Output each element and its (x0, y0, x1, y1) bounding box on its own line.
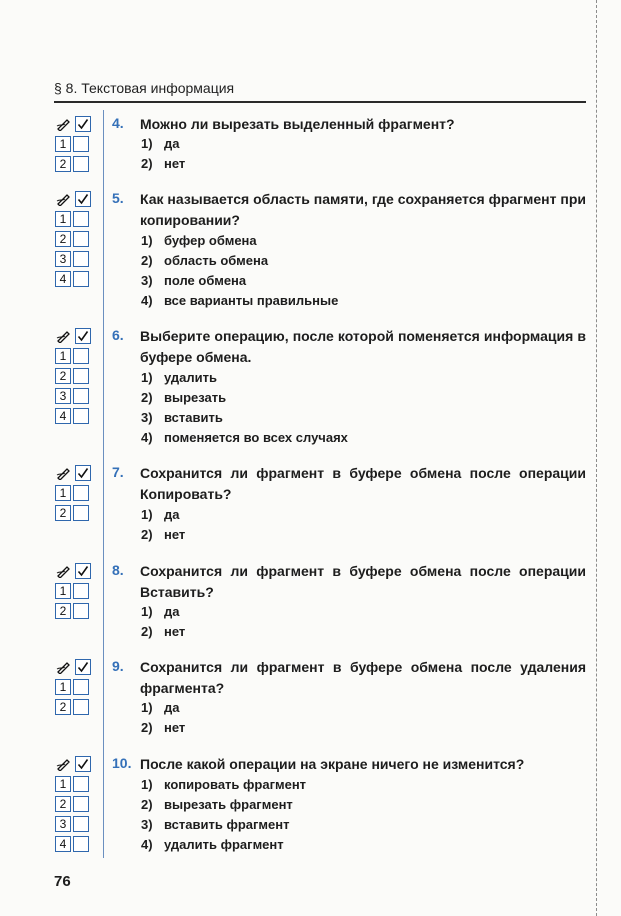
answer-number-box: 2 (55, 603, 71, 619)
option-number: 1) (141, 604, 153, 619)
option-text: нет (164, 624, 186, 639)
question-number: 8. (112, 562, 124, 578)
answer-checkbox[interactable] (73, 583, 89, 599)
option-text: нет (164, 720, 186, 735)
option-number: 1) (141, 700, 153, 715)
answer-number-box: 4 (55, 836, 71, 852)
question-text: После какой операции на экране ничего не изменится? (140, 756, 525, 772)
answer-boxes (55, 191, 93, 291)
answer-options (141, 134, 185, 174)
answer-number-box: 2 (55, 699, 71, 715)
option-text: да (164, 604, 180, 619)
answer-option (141, 388, 348, 408)
answer-number-box: 1 (55, 679, 71, 695)
option-text: вырезать (164, 390, 227, 405)
answer-options (141, 775, 306, 855)
answer-option (141, 698, 185, 718)
answer-checkbox[interactable] (73, 816, 89, 832)
answer-number-box: 3 (55, 388, 71, 404)
margin-rule (103, 110, 104, 858)
answer-option (141, 271, 338, 291)
option-text: вырезать фрагмент (164, 797, 293, 812)
pencil-icon (55, 756, 73, 772)
answer-option (141, 835, 306, 855)
option-number: 2) (141, 390, 153, 405)
pencil-icon (55, 191, 73, 207)
answer-checkbox[interactable] (73, 679, 89, 695)
option-text: да (164, 700, 180, 715)
answer-checkbox[interactable] (73, 368, 89, 384)
option-text: вставить фрагмент (164, 817, 290, 832)
option-text: поле обмена (164, 273, 247, 288)
answer-options (141, 698, 185, 738)
answer-checkbox[interactable] (73, 388, 89, 404)
answer-boxes (55, 659, 93, 719)
answer-checkbox[interactable] (73, 211, 89, 227)
pencil-icon (55, 465, 73, 481)
answer-option (141, 408, 348, 428)
answer-number-box: 1 (55, 485, 71, 501)
answer-options (141, 602, 185, 642)
option-text: да (164, 136, 180, 151)
header-rule (54, 101, 586, 103)
answer-option (141, 795, 306, 815)
answer-number-box: 4 (55, 408, 71, 424)
option-text: вставить (164, 410, 223, 425)
checkmark-icon[interactable] (75, 563, 91, 579)
answer-boxes (55, 563, 93, 623)
option-text: копировать фрагмент (164, 777, 307, 792)
answer-checkbox[interactable] (73, 505, 89, 521)
option-number: 3) (141, 817, 153, 832)
checkmark-icon[interactable] (75, 465, 91, 481)
option-text: нет (164, 527, 186, 542)
option-number: 1) (141, 233, 153, 248)
checkmark-icon[interactable] (75, 659, 91, 675)
answer-option (141, 134, 185, 154)
answer-option (141, 775, 306, 795)
answer-checkbox[interactable] (73, 699, 89, 715)
question-text: Как называется область памяти, где сохраняется фрагмент при копировании? (140, 191, 586, 228)
answer-option (141, 622, 185, 642)
answer-option (141, 231, 338, 251)
option-number: 4) (141, 837, 153, 852)
question-text: Сохранится ли фрагмент в буфере обмена после удаления фрагмента? (140, 659, 586, 696)
pencil-icon (55, 659, 73, 675)
answer-number-box: 3 (55, 251, 71, 267)
answer-number-box: 1 (55, 776, 71, 792)
answer-number-box: 2 (55, 796, 71, 812)
section-header: § 8. Текстовая информация (54, 80, 235, 96)
answer-boxes (55, 116, 93, 176)
option-text: да (164, 507, 180, 522)
option-number: 1) (141, 370, 153, 385)
answer-option (141, 154, 185, 174)
answer-checkbox[interactable] (73, 251, 89, 267)
answer-number-box: 1 (55, 348, 71, 364)
answer-option (141, 368, 348, 388)
option-number: 3) (141, 273, 153, 288)
answer-options (141, 231, 338, 311)
checkmark-icon[interactable] (75, 191, 91, 207)
answer-checkbox[interactable] (73, 156, 89, 172)
option-number: 2) (141, 624, 153, 639)
answer-option (141, 428, 348, 448)
answer-number-box: 2 (55, 231, 71, 247)
question-text: Выберите операцию, после которой поменяется информация в буфере обмена. (140, 328, 586, 365)
answer-checkbox[interactable] (73, 485, 89, 501)
option-number: 3) (141, 410, 153, 425)
question-text: Можно ли вырезать выделенный фрагмент? (140, 116, 455, 132)
option-text: удалить (164, 370, 217, 385)
option-text: буфер обмена (164, 233, 257, 248)
option-text: поменяется во всех случаях (164, 430, 348, 445)
option-text: все варианты правильные (164, 293, 339, 308)
answer-option (141, 815, 306, 835)
page-number: 76 (54, 873, 71, 890)
answer-checkbox[interactable] (73, 408, 89, 424)
question-number: 6. (112, 327, 124, 343)
answer-number-box: 1 (55, 583, 71, 599)
pencil-icon (55, 563, 73, 579)
question-number: 9. (112, 658, 124, 674)
answer-checkbox[interactable] (73, 231, 89, 247)
answer-boxes (55, 465, 93, 525)
question-text: Сохранится ли фрагмент в буфере обмена после операции Копировать? (140, 465, 586, 502)
answer-checkbox[interactable] (73, 836, 89, 852)
answer-checkbox[interactable] (73, 776, 89, 792)
answer-option (141, 505, 185, 525)
option-number: 2) (141, 253, 153, 268)
pencil-icon (55, 328, 73, 344)
option-number: 2) (141, 797, 153, 812)
answer-number-box: 2 (55, 156, 71, 172)
question-number: 10. (112, 755, 132, 771)
answer-number-box: 2 (55, 505, 71, 521)
option-number: 2) (141, 156, 153, 171)
answer-options (141, 368, 348, 448)
pencil-icon (55, 116, 73, 132)
answer-checkbox[interactable] (73, 348, 89, 364)
question-number: 5. (112, 190, 124, 206)
option-text: нет (164, 156, 186, 171)
option-number: 1) (141, 507, 153, 522)
answer-number-box: 4 (55, 271, 71, 287)
checkmark-icon[interactable] (75, 328, 91, 344)
option-number: 4) (141, 430, 153, 445)
question-text: Сохранится ли фрагмент в буфере обмена после операции Вставить? (140, 563, 586, 600)
option-number: 2) (141, 720, 153, 735)
answer-boxes (55, 328, 93, 428)
option-text: область обмена (164, 253, 269, 268)
checkmark-icon[interactable] (75, 756, 91, 772)
checkmark-icon[interactable] (75, 116, 91, 132)
answer-checkbox[interactable] (73, 603, 89, 619)
question-number: 7. (112, 464, 124, 480)
option-number: 2) (141, 527, 153, 542)
answer-boxes (55, 756, 93, 856)
answer-option (141, 602, 185, 622)
answer-option (141, 251, 338, 271)
option-number: 1) (141, 136, 153, 151)
answer-option (141, 718, 185, 738)
answer-number-box: 3 (55, 816, 71, 832)
answer-option (141, 291, 338, 311)
answer-option (141, 525, 185, 545)
option-number: 4) (141, 293, 153, 308)
question-number: 4. (112, 115, 124, 131)
answer-checkbox[interactable] (73, 271, 89, 287)
answer-options (141, 505, 185, 545)
answer-number-box: 1 (55, 211, 71, 227)
answer-checkbox[interactable] (73, 136, 89, 152)
option-number: 1) (141, 777, 153, 792)
perforation-line (596, 0, 597, 916)
option-text: удалить фрагмент (164, 837, 284, 852)
answer-number-box: 2 (55, 368, 71, 384)
answer-number-box: 1 (55, 136, 71, 152)
answer-checkbox[interactable] (73, 796, 89, 812)
